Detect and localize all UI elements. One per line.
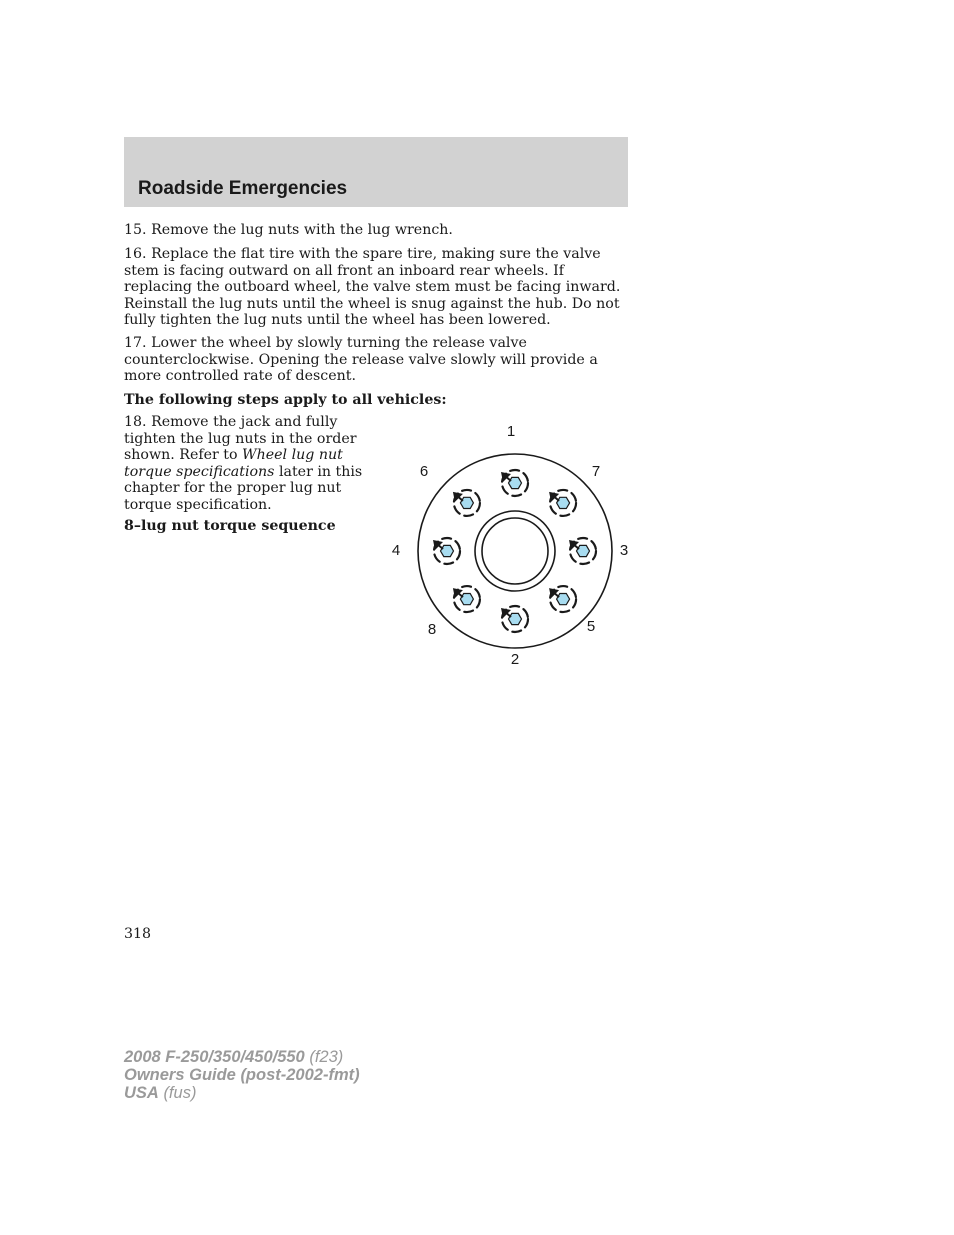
footer-line-2: Owners Guide (post-2002-fmt): [124, 1066, 360, 1084]
sequence-label-1: 1: [506, 423, 516, 440]
step-16: 16. Replace the flat tire with the spare tire, making sure the valve stem is facing outward on all front an inboard rear wheels. If replacing the outboard wheel, the valve stem must be facing inward. Reinstall the lug nuts until the wheel is snug against the hub. Do not fully tighten the lug nuts until the wheel has been lowered.: [124, 246, 621, 328]
lug-nut: [569, 538, 596, 564]
lug-nuts-layer: [433, 470, 596, 632]
wheel-diagram-svg: [380, 415, 640, 675]
lug-nut: [501, 606, 528, 632]
sequence-label-2: 2: [510, 651, 520, 668]
all-vehicles-heading: The following steps apply to all vehicles:: [124, 392, 447, 408]
lug-nut: [433, 538, 460, 564]
sequence-label-4: 4: [391, 542, 401, 559]
step-18: [124, 414, 364, 513]
sequence-label-5: 5: [586, 618, 596, 635]
hub-inner-ring: [482, 518, 548, 584]
hub-outer-ring: [475, 511, 555, 591]
torque-spec-reference: Wheel lug nut torque specifications: [124, 447, 343, 480]
lug-nut: [453, 586, 480, 612]
sequence-label-6: 6: [419, 463, 429, 480]
sequence-labels-layer: [392, 423, 628, 668]
figure-caption: 8–lug nut torque sequence: [124, 518, 336, 534]
step-18-text-after: later in this chapter for the proper lug nut torque specification.: [124, 463, 363, 513]
lug-nut-sequence-diagram: [380, 415, 640, 675]
page-number: 318: [124, 926, 152, 942]
sequence-label-3: 3: [619, 542, 629, 559]
document-footer: [124, 1048, 360, 1102]
sequence-label-8: 8: [427, 621, 437, 638]
step-15: 15. Remove the lug nuts with the lug wrench.: [124, 222, 453, 238]
lug-nut: [549, 586, 576, 612]
step-17: 17. Lower the wheel by slowly turning the release valve counterclockwise. Opening the release valve slowly will provide a more controlled rate of descent.: [124, 335, 598, 384]
section-header-band: [124, 137, 628, 207]
sequence-label-7: 7: [591, 463, 601, 480]
footer-line-3: USA (fus): [124, 1084, 197, 1102]
lug-nut: [501, 470, 528, 496]
lug-nut: [453, 490, 480, 516]
footer-line-1: 2008 F-250/350/450/550 (f23): [124, 1048, 344, 1066]
lug-nut: [549, 490, 576, 516]
step-18-text-before: 18. Remove the jack and fully tighten the lug nuts in the order shown. Refer to: [124, 414, 357, 463]
section-title: Roadside Emergencies: [138, 178, 348, 199]
